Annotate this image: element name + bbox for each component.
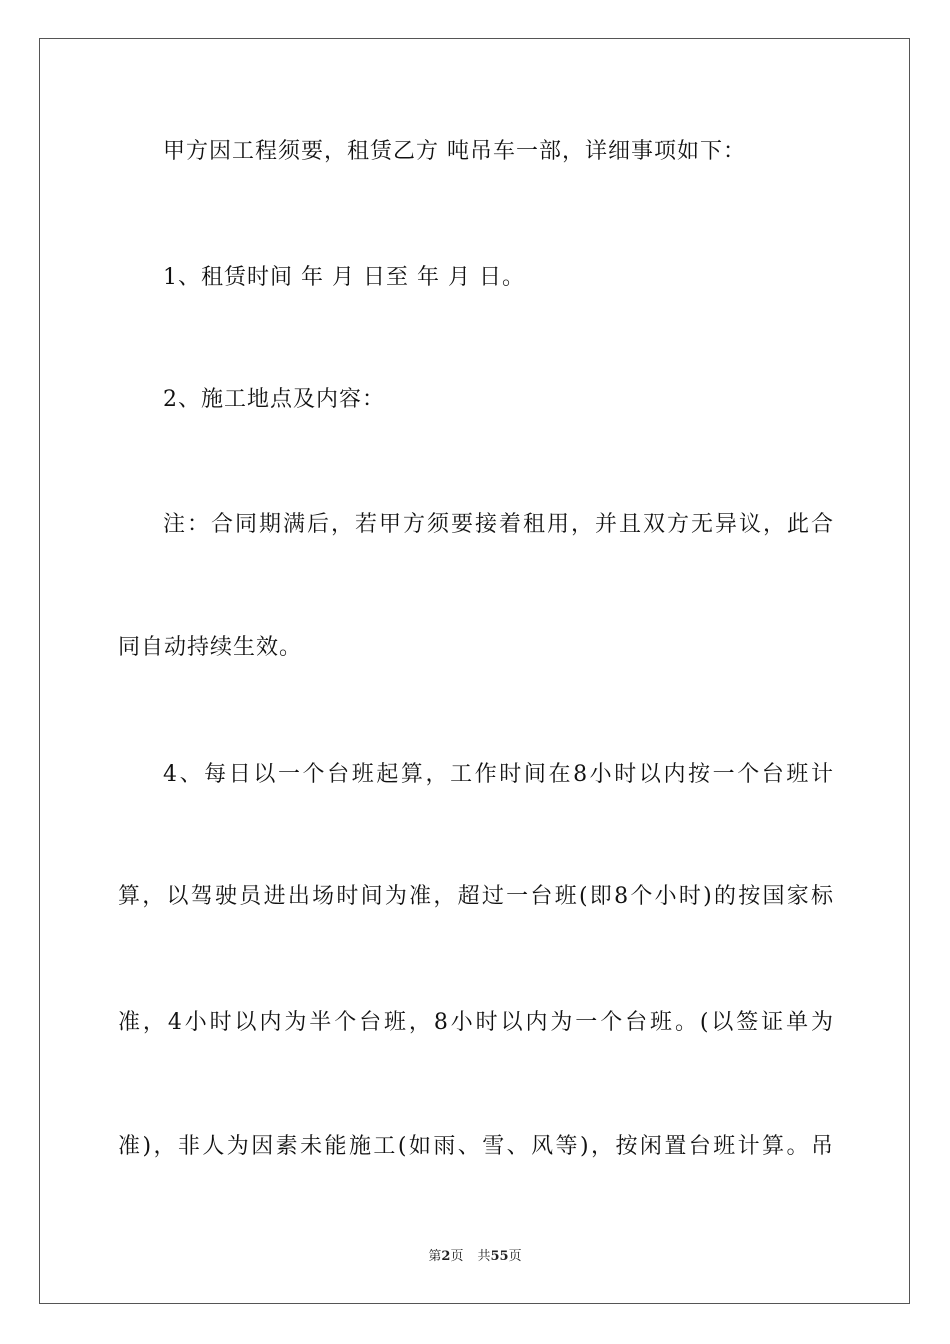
footer-page-number: 2 (441, 1249, 451, 1264)
page-frame (39, 38, 910, 1304)
page-footer (0, 1248, 950, 1266)
paragraph-shift-line-1: 4、每日以一个台班起算，工作时间在8小时以内按一个台班计 (163, 762, 834, 787)
footer-page-suffix: 页 (450, 1249, 464, 1264)
paragraph-shift-line-4: 准)，非人为因素未能施工(如雨、雪、风等)，按闲置台班计算。吊 (118, 1134, 834, 1159)
footer-total-pages: 55 (490, 1249, 509, 1264)
paragraph-intro: 甲方因工程须要，租赁乙方 吨吊车一部，详细事项如下： (163, 139, 746, 164)
paragraph-note-line-1: 注：合同期满后，若甲方须要接着租用，并且双方无异议，此合 (163, 512, 834, 537)
paragraph-site-content: 2、施工地点及内容： (163, 387, 385, 412)
paragraph-shift-line-2: 算，以驾驶员进出场时间为准，超过一台班(即8个小时)的按国家标 (118, 884, 834, 909)
footer-page-prefix: 第 (428, 1249, 442, 1264)
footer-total-suffix: 页 (508, 1249, 522, 1264)
paragraph-note-line-2: 同自动持续生效。 (118, 635, 303, 660)
paragraph-shift-line-3: 准，4小时以内为半个台班，8小时以内为一个台班。(以签证单为 (118, 1010, 834, 1035)
paragraph-rental-period: 1、租赁时间 年 月 日至 年 月 日。 (163, 265, 525, 290)
footer-total-prefix: 共 (477, 1249, 491, 1264)
